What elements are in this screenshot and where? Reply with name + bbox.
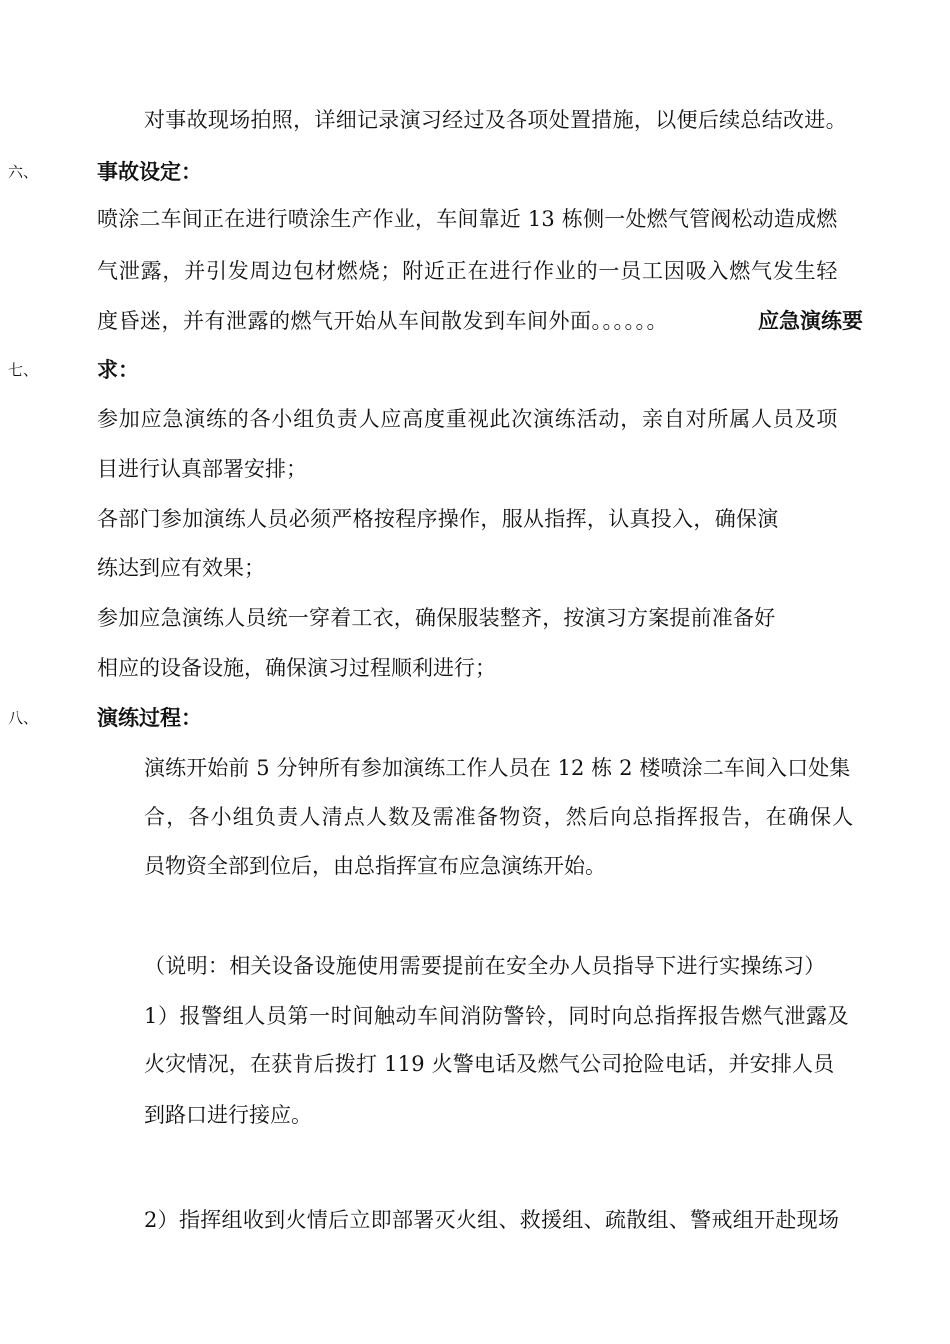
paragraph-line: 练达到应有效果； [97, 556, 265, 580]
paragraph-line: 演练开始前 5 分钟所有参加演练工作人员在 12 栋 2 楼喷涂二车间入口处集 [144, 756, 851, 780]
paragraph-line: 2）指挥组收到火情后立即部署灭火组、救援组、疏散组、警戒组开赴现场 [144, 1208, 840, 1232]
paragraph-line: 参加应急演练的各小组负责人应高度重视此次演练活动，亲自对所属人员及项 [97, 407, 839, 431]
section-8-marker: 八、 [8, 709, 39, 727]
section-7-heading-part2: 求： [97, 358, 139, 382]
section-7-marker: 七、 [8, 361, 39, 379]
paragraph-line: 火灾情况，在获肯后拨打 119 火警电话及燃气公司抢险电话，并安排人员 [144, 1052, 835, 1076]
note-line: （说明：相关设备设施使用需要提前在安全办人员指导下进行实操练习） [144, 954, 826, 978]
paragraph-line: 相应的设备设施，确保演习过程顺利进行； [97, 656, 496, 680]
paragraph-line: 合，各小组负责人清点人数及需准备物资，然后向总指挥报告，在确保人 [144, 805, 855, 829]
section-7-heading-part1: 应急演练要 [758, 309, 863, 333]
paragraph-line: 到路口进行接应。 [144, 1103, 312, 1127]
section-8-heading: 演练过程： [97, 706, 202, 730]
paragraph-line: 1）报警组人员第一时间触动车间消防警铃，同时向总指挥报告燃气泄露及 [144, 1004, 850, 1028]
paragraph-line: 员物资全部到位后，由总指挥宣布应急演练开始。 [144, 854, 606, 878]
paragraph-line: 喷涂二车间正在进行喷涂生产作业，车间靠近 13 栋侧一处燃气管阀松动造成燃 [97, 207, 838, 231]
section-6-heading: 事故设定： [97, 160, 202, 184]
paragraph-line: 目进行认真部署安排； [97, 457, 307, 481]
paragraph-line: 气泄露，并引发周边包材燃烧；附近正在进行作业的一员工因吸入燃气发生轻 [97, 259, 839, 283]
paragraph-line: 对事故现场拍照，详细记录演习经过及各项处置措施，以便后续总结改进。 [144, 108, 847, 132]
paragraph-line: 度昏迷，并有泄露的燃气开始从车间散发到车间外面。。。。。。 [97, 309, 668, 333]
paragraph-line: 各部门参加演练人员必须严格按程序操作，服从指挥，认真投入，确保演 [97, 507, 779, 531]
paragraph-line: 参加应急演练人员统一穿着工衣，确保服装整齐，按演习方案提前准备好 [97, 606, 776, 630]
section-6-marker: 六、 [8, 163, 39, 181]
